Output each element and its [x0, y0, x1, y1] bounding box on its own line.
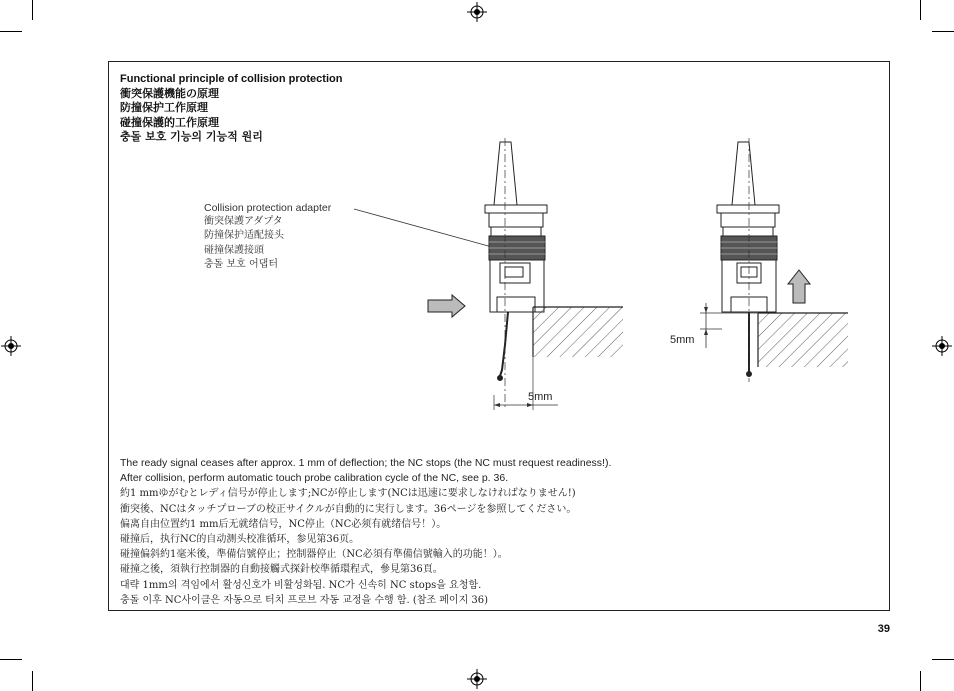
- adapter-label-zh-tw: 碰撞保護接頭: [204, 244, 264, 256]
- page-number: 39: [877, 623, 890, 635]
- description-ko-2: 충돌 이후 NC사이클은 자동으로 터치 프로브 자동 교정을 수행 함. (참조 페이지 36): [120, 594, 489, 606]
- description-ja-2: 衝突後、NCはタッチプローブの校正サイクルが自動的に実行します。36ページを参照してください。: [120, 503, 577, 515]
- description-zh-tw-2: 碰撞之後，須執行控制器的自動接觸式探針校準循環程式，參見第36頁。: [120, 564, 443, 576]
- description-ko-1: 대략 1mm의 격임에서 활성신호가 비활성화됨. NC가 신속히 NC stops을 요청함.: [120, 579, 482, 591]
- description-zh-cn-1: 偏离自由位置约1 mm后无就绪信号，NC停止（NC必须有就绪信号！）。: [120, 518, 447, 530]
- leader-line: [354, 209, 492, 247]
- description-zh-cn-2: 碰撞后，执行NC的自动测头校准循环，参见第36页。: [120, 534, 360, 546]
- arrow-right-icon: [428, 295, 465, 317]
- description-en-1: The ready signal ceases after approx. 1 mm of deflection; the NC stops (the NC must request readiness!).: [120, 457, 612, 469]
- description-zh-tw-1: 碰撞偏斜約1毫米後，準備信號停止；控制器停止（NC必須有準備信號輸入的功能！）。: [120, 549, 508, 561]
- heading-ja: 衝突保護機能の原理: [120, 86, 219, 100]
- adapter-label-zh-cn: 防撞保护适配接头: [204, 230, 284, 242]
- heading-zh-tw: 碰撞保護的工作原理: [120, 115, 219, 129]
- description-en-2: After collision, perform automatic touch probe calibration cycle of the NC, see p. 36.: [120, 472, 509, 485]
- adapter-label-ja: 衝突保護アダプタ: [204, 216, 283, 228]
- heading-zh-cn: 防撞保护工作原理: [120, 101, 208, 114]
- adapter-label-ko: 충돌 보호 어댑터: [204, 258, 278, 270]
- arrow-up-icon: [788, 270, 810, 303]
- workpiece-right: [758, 313, 848, 367]
- workpiece-left: [533, 307, 623, 357]
- dimension-label-left: 5mm: [528, 391, 553, 403]
- dimension-label-right: 5mm: [670, 334, 695, 346]
- heading-ko: 충돌 보호 기능의 기능적 원리: [120, 130, 263, 143]
- description-ja-1: 約1 mmゆがむとレディ信号が停止します;NCが停止します(NCは迅速に要求しなければなりません!): [120, 488, 576, 500]
- description-block: [120, 456, 611, 608]
- heading-en: Functional principle of collision protection: [120, 73, 343, 85]
- adapter-label-en: Collision protection adapter: [204, 202, 332, 214]
